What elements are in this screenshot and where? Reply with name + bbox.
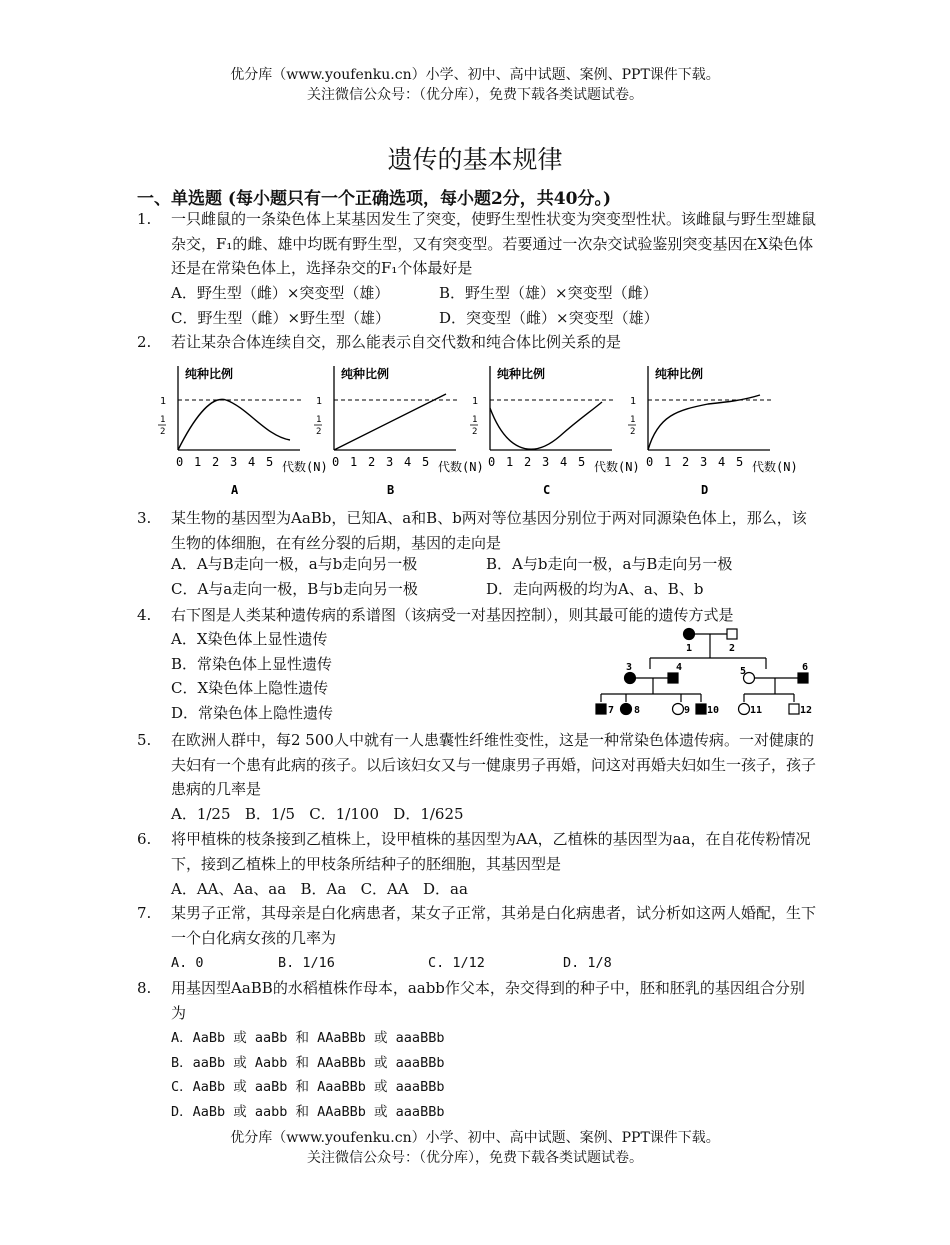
graph-y-tick-half-den: 2: [472, 427, 478, 437]
graph-x-tick: 0: [176, 455, 184, 469]
pedigree-label-3: 3: [626, 662, 633, 673]
graph-x-tick: 0: [646, 455, 654, 469]
graph-label: B: [387, 483, 395, 497]
section-heading: 一、单选题 (每小题只有一个正确选项，每小题2分，共40分。): [137, 189, 611, 209]
graph-y-label: 纯种比例: [655, 367, 704, 381]
pedigree-9: [673, 704, 684, 715]
footer-line-2: 关注微信公众号：（优分库），免费下载各类试题试卷。: [307, 1150, 643, 1166]
question-4-options: [171, 627, 333, 725]
graph-label: C: [543, 483, 551, 497]
option-d: D．AaBb 或 aabb 和 AAaBBb 或 aaaBBb: [171, 1103, 445, 1120]
graph-y-tick-half-num: 1: [472, 415, 478, 425]
graph-curve: [334, 394, 446, 450]
question-number: 6.: [137, 830, 152, 848]
graph-x-tick: 0: [488, 455, 496, 469]
question-6: [137, 827, 817, 876]
graph-label: A: [231, 483, 239, 497]
pedigree-7: [596, 704, 606, 714]
question-number: 5.: [137, 731, 152, 749]
question-5-options: A．1/25 B．1/5 C．1/100 D．1/625: [171, 805, 464, 823]
option-c: C．AaBb 或 aaBb 和 AaaBBb 或 aaaBBb: [171, 1079, 445, 1095]
option-b: B．常染色体上显性遗传: [171, 654, 333, 673]
question-5: [137, 728, 817, 802]
question-stem: 将甲植株的枝条接到乙植株上，设甲植株的基因型为AA，乙植株的基因型为aa，在自花传粉情况下，接到乙植株上的甲枝条所结种子的胚细胞，其基因型是: [171, 830, 811, 873]
pedigree-1: [684, 629, 695, 640]
pedigree-label-2: 2: [729, 643, 736, 654]
pedigree-chart: [590, 622, 820, 722]
graph-y-tick-half-den: 2: [160, 427, 166, 437]
option-a: A．X染色体上显性遗传: [171, 630, 328, 648]
graph-x-tick: 3: [386, 455, 394, 469]
question-stem: 一只雌鼠的一条染色体上某基因发生了突变，使野生型性状变为突变型性状。该雌鼠与野生型雄鼠杂交，F₁的雌、雄中均既有野生型，又有突变型。若要通过一次杂交试验鉴别突变基因在X染色体还是在常染色体上，选择杂交的F₁个体最好是: [171, 210, 817, 277]
graph-x-label: 代数(N): [438, 460, 484, 474]
question-6-options: A．AA、Aa、aa B．Aa C．AA D．aa: [171, 880, 468, 898]
pedigree-4: [668, 673, 678, 683]
pedigree-12: [789, 704, 799, 714]
graph-x-tick: 1: [194, 455, 202, 469]
pedigree-label-10: 10: [707, 705, 720, 716]
graph-x-tick: 5: [266, 455, 274, 469]
option-c: C. 1/12: [428, 955, 485, 971]
pedigree-10: [696, 704, 706, 714]
graph-x-label: 代数(N): [752, 460, 798, 474]
pedigree-6: [798, 673, 808, 683]
graph-x-tick: 4: [560, 455, 568, 469]
self-cross-graphs: [140, 358, 820, 500]
graph-y-tick-one: 1: [316, 396, 323, 407]
pedigree-label-7: 7: [608, 705, 615, 716]
pedigree-label-5: 5: [740, 666, 747, 677]
question-stem: 某生物的基因型为AaBb，已知A、a和B、b两对等位基因分别位于两对同源染色体上，那么，该生物的体细胞，在有丝分裂的后期，基因的走向是: [171, 509, 807, 552]
graph-y-label: 纯种比例: [497, 367, 546, 381]
question-number: 8.: [137, 979, 152, 997]
option-a: A．AaBb 或 aaBb 和 AAaBBb 或 aaaBBb: [171, 1030, 445, 1046]
graph-y-tick-one: 1: [472, 396, 479, 407]
graph-x-tick: 2: [682, 455, 690, 469]
option-d: D．走向两极的均为A、a、B、b: [486, 579, 704, 598]
graph-x-tick: 2: [212, 455, 220, 469]
question-stem: 若让某杂合体连续自交，那么能表示自交代数和纯合体比例关系的是: [171, 333, 622, 351]
graph-y-tick-one: 1: [160, 396, 167, 407]
option-b: B．A与b走向一极，a与B走向另一极: [486, 555, 733, 573]
pedigree-2: [727, 629, 737, 639]
graph-x-tick: 4: [248, 455, 256, 469]
graph-x-tick: 3: [230, 455, 238, 469]
graph-x-tick: 3: [700, 455, 708, 469]
option-b: B．aaBb 或 Aabb 和 AAaBBb 或 aaaBBb: [171, 1054, 445, 1071]
graph-y-tick-one: 1: [630, 396, 637, 407]
pedigree-label-8: 8: [634, 705, 641, 716]
page-title: 遗传的基本规律: [387, 145, 563, 174]
pedigree-11: [739, 704, 750, 715]
option-d: D．突变型（雌）×突变型（雄）: [439, 308, 659, 327]
pedigree-label-9: 9: [684, 705, 691, 716]
graph-label: D: [701, 483, 709, 497]
question-stem: 用基因型AaBB的水稻植株作母本，aabb作父本，杂交得到的种子中，胚和胚乳的基因组合分别为: [171, 979, 805, 1022]
question-number: 2.: [137, 333, 152, 351]
graph-y-label: 纯种比例: [185, 367, 234, 381]
graph-x-tick: 5: [578, 455, 586, 469]
option-c: C．X染色体上隐性遗传: [171, 679, 329, 697]
graph-x-tick: 3: [542, 455, 550, 469]
footer-line-1: 优分库（www.youfenku.cn）小学、初中、高中试题、案例、PPT课件下载。: [230, 1130, 720, 1146]
graph-x-tick: 5: [736, 455, 744, 469]
question-1: [137, 207, 817, 281]
option-c: C．A与a走向一极，B与b走向另一极: [171, 579, 418, 598]
graph-y-tick-half-den: 2: [630, 427, 636, 437]
question-stem: 右下图是人类某种遗传病的系谱图（该病受一对基因控制），则其最可能的遗传方式是: [171, 606, 734, 624]
graph-y-label: 纯种比例: [341, 367, 390, 381]
question-1-options: [171, 281, 659, 330]
graph-x-tick: 1: [664, 455, 672, 469]
header-line-1: 优分库（www.youfenku.cn）小学、初中、高中试题、案例、PPT课件下载。: [230, 67, 720, 83]
question-7-options: [171, 951, 612, 976]
option-c: C．野生型（雌）×野生型（雄）: [171, 308, 391, 327]
graph-curve: [648, 395, 760, 450]
graph-x-tick: 1: [350, 455, 358, 469]
option-a: A．野生型（雌）×突变型（雄）: [171, 284, 390, 302]
graph-curve: [490, 402, 602, 449]
option-b: B. 1/16: [278, 955, 335, 971]
question-number: 1.: [137, 210, 152, 228]
question-3: [137, 506, 817, 555]
graph-x-tick: 4: [404, 455, 412, 469]
graph-x-tick: 0: [332, 455, 340, 469]
pedigree-label-1: 1: [686, 643, 693, 654]
pedigree-label-12: 12: [800, 705, 813, 716]
question-8: [137, 976, 817, 1025]
pedigree-label-4: 4: [676, 662, 683, 673]
question-7: [137, 901, 817, 950]
question-number: 3.: [137, 509, 152, 527]
graph-y-tick-half-num: 1: [160, 415, 166, 425]
graph-y-tick-half-num: 1: [316, 415, 322, 425]
header-line-2: 关注微信公众号：（优分库），免费下载各类试题试卷。: [307, 87, 643, 103]
graph-x-tick: 2: [524, 455, 532, 469]
question-2: [137, 330, 817, 355]
question-stem: 某男子正常，其母亲是白化病患者，某女子正常，其弟是白化病患者，试分析如这两人婚配，生下一个白化病女孩的几率为: [171, 904, 817, 947]
pedigree-8: [621, 704, 632, 715]
graph-x-tick: 2: [368, 455, 376, 469]
graph-y-tick-half-num: 1: [630, 415, 636, 425]
option-b: B．野生型（雄）×突变型（雌）: [439, 284, 658, 302]
graph-x-label: 代数(N): [282, 460, 328, 474]
option-d: D．常染色体上隐性遗传: [171, 703, 334, 722]
pedigree-label-11: 11: [750, 705, 763, 716]
option-d: D. 1/8: [563, 955, 612, 971]
question-3-options: [171, 552, 732, 601]
option-a: A．A与B走向一极，a与b走向另一极: [171, 555, 418, 573]
question-number: 4.: [137, 606, 152, 624]
question-stem: 在欧洲人群中，每2 500人中就有一人患囊性纤维性变性，这是一种常染色体遗传病。一对健康的夫妇有一个患有此病的孩子。以后该妇女又与一健康男子再婚，问这对再婚夫妇如生一孩子，孩子患病的几率是: [171, 731, 817, 798]
question-8-options: [171, 1026, 444, 1124]
pedigree-3: [625, 673, 636, 684]
option-a: A. 0: [171, 955, 204, 971]
graph-curve: [178, 399, 290, 450]
graph-x-tick: 1: [506, 455, 514, 469]
pedigree-label-6: 6: [802, 662, 809, 673]
graph-y-tick-half-den: 2: [316, 427, 322, 437]
graph-x-label: 代数(N): [594, 460, 640, 474]
graph-x-tick: 4: [718, 455, 726, 469]
graph-x-tick: 5: [422, 455, 430, 469]
question-number: 7.: [137, 904, 152, 922]
